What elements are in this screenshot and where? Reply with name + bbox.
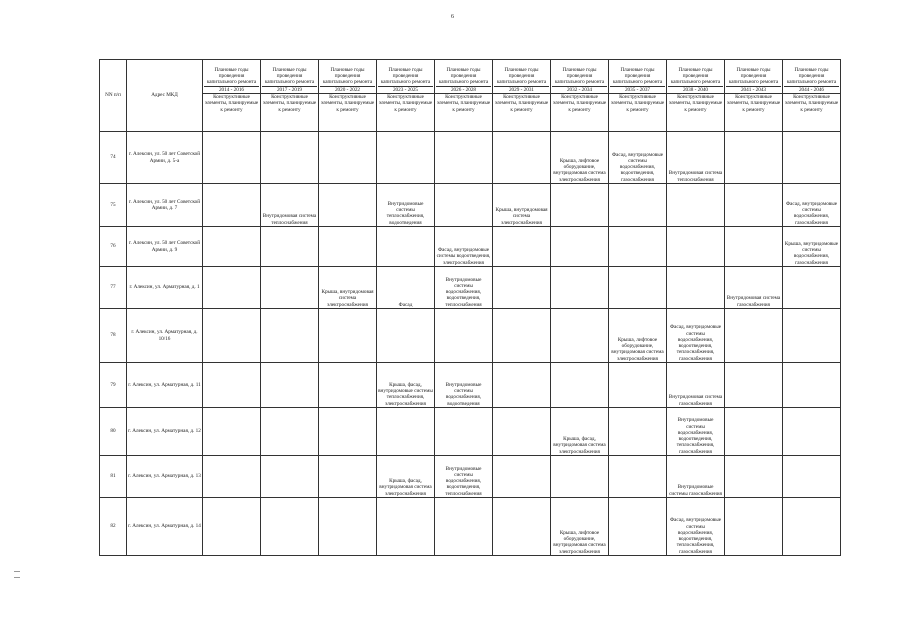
row-address: г. Алексин, ул. Арматурная, д. 13 xyxy=(127,456,203,498)
table-row xyxy=(100,184,841,227)
table-row xyxy=(100,456,841,498)
table-row xyxy=(100,267,841,309)
header-elements: Конструктивные элементы, планируемые к ремонту xyxy=(493,94,551,132)
header-period xyxy=(609,60,667,94)
repair-elements-cell: Крыша, внутридомовая система электроснабжения xyxy=(493,184,551,227)
repair-elements-cell xyxy=(725,132,783,184)
period-label: Плановые годы проведения капитального ремонта xyxy=(436,67,491,87)
row-address: г. Алексин, ул. 50 лет Советской Армии, д. 9 xyxy=(127,227,203,267)
table-row xyxy=(100,498,841,556)
period-label: Плановые годы проведения капитального ремонта xyxy=(378,67,433,87)
period-years: 2014 - 2016 xyxy=(218,86,245,93)
period-label: Плановые годы проведения капитального ремонта xyxy=(552,67,607,87)
repair-elements-cell: Крыша, внутридомовая система электроснабжения xyxy=(319,267,377,309)
period-years: 2026 - 2028 xyxy=(450,86,477,93)
repair-elements-cell xyxy=(725,227,783,267)
repair-elements-cell: Крыша, лифтовое оборудование, внутридомовая система электроснабжения xyxy=(609,309,667,363)
repair-elements-cell xyxy=(203,456,261,498)
repair-elements-cell xyxy=(377,309,435,363)
period-label: Плановые годы проведения капитального ремонта xyxy=(204,67,259,87)
repair-elements-cell xyxy=(435,132,493,184)
repair-elements-cell xyxy=(609,498,667,556)
row-address: г. Алексин, ул. Арматурная, д. 1 xyxy=(127,267,203,309)
repair-elements-cell xyxy=(783,309,841,363)
header-elements: Конструктивные элементы, планируемые к ремонту xyxy=(203,94,261,132)
repair-elements-cell xyxy=(493,456,551,498)
capital-repair-schedule-table xyxy=(99,59,841,556)
repair-elements-cell xyxy=(203,227,261,267)
period-years: 2017 - 2019 xyxy=(276,86,303,93)
repair-elements-cell xyxy=(783,363,841,408)
repair-elements-cell xyxy=(609,456,667,498)
repair-elements-cell: Внутридомовая система газоснабжения xyxy=(667,363,725,408)
header-period xyxy=(667,60,725,94)
repair-elements-cell xyxy=(261,498,319,556)
repair-elements-cell xyxy=(319,184,377,227)
repair-elements-cell xyxy=(551,456,609,498)
repair-elements-cell xyxy=(435,498,493,556)
period-years: 2035 - 2037 xyxy=(624,86,651,93)
repair-elements-cell xyxy=(203,408,261,456)
repair-elements-cell xyxy=(319,227,377,267)
period-label: Плановые годы проведения капитального ремонта xyxy=(320,67,375,87)
period-years: 2032 - 2034 xyxy=(566,86,593,93)
row-address: г. Алексин, ул. 50 лет Советской Армии, д. 5-а xyxy=(127,132,203,184)
row-number: 82 xyxy=(100,498,127,556)
repair-elements-cell xyxy=(261,267,319,309)
row-number: 80 xyxy=(100,408,127,456)
repair-elements-cell xyxy=(551,309,609,363)
repair-elements-cell xyxy=(783,456,841,498)
header-elements: Конструктивные элементы, планируемые к ремонту xyxy=(261,94,319,132)
repair-elements-cell xyxy=(667,184,725,227)
row-number: 76 xyxy=(100,227,127,267)
repair-elements-cell xyxy=(319,456,377,498)
repair-elements-cell: Крыша, фасад, внутридомовая система электроснабжения xyxy=(377,456,435,498)
table-row xyxy=(100,363,841,408)
header-elements: Конструктивные элементы, планируемые к ремонту xyxy=(609,94,667,132)
row-number: 75 xyxy=(100,184,127,227)
row-address: г. Алексин, ул. Арматурная, д. 14 xyxy=(127,498,203,556)
table-row xyxy=(100,408,841,456)
row-number: 78 xyxy=(100,309,127,363)
period-label: Плановые годы проведения капитального ремонта xyxy=(784,67,839,87)
table-row xyxy=(100,227,841,267)
repair-elements-cell xyxy=(609,267,667,309)
period-years: 2020 - 2022 xyxy=(334,86,361,93)
repair-elements-cell xyxy=(667,227,725,267)
repair-elements-cell: Внутридомовая система теплоснабжения xyxy=(261,184,319,227)
repair-elements-cell xyxy=(493,363,551,408)
header-elements: Конструктивные элементы, планируемые к ремонту xyxy=(783,94,841,132)
header-elements: Конструктивные элементы, планируемые к ремонту xyxy=(551,94,609,132)
table-row xyxy=(100,132,841,184)
repair-elements-cell xyxy=(261,363,319,408)
repair-elements-cell xyxy=(435,309,493,363)
repair-elements-cell xyxy=(551,184,609,227)
repair-elements-cell: Внутридомовые системы газоснабжения xyxy=(667,456,725,498)
header-period xyxy=(203,60,261,94)
header-period xyxy=(725,60,783,94)
repair-elements-cell xyxy=(725,408,783,456)
repair-elements-cell xyxy=(609,408,667,456)
repair-elements-cell xyxy=(261,132,319,184)
repair-elements-cell xyxy=(609,184,667,227)
repair-elements-cell xyxy=(725,184,783,227)
repair-elements-cell xyxy=(435,184,493,227)
repair-elements-cell xyxy=(783,267,841,309)
repair-elements-cell xyxy=(319,498,377,556)
repair-elements-cell xyxy=(377,132,435,184)
repair-elements-cell: Фасад, внутридомовые системы водоотведения, электроснабжения xyxy=(435,227,493,267)
repair-elements-cell xyxy=(377,408,435,456)
repair-elements-cell xyxy=(725,456,783,498)
repair-elements-cell xyxy=(493,227,551,267)
repair-elements-cell xyxy=(493,132,551,184)
row-address: г. Алексин, ул. 50 лет Советской Армии, д. 7 xyxy=(127,184,203,227)
repair-elements-cell xyxy=(493,498,551,556)
repair-elements-cell: Внутридомовые системы водоснабжения, водоотведения, теплоснабжения xyxy=(435,456,493,498)
header-elements: Конструктивные элементы, планируемые к ремонту xyxy=(319,94,377,132)
header-elements: Конструктивные элементы, планируемые к ремонту xyxy=(725,94,783,132)
scan-margin-mark xyxy=(14,577,20,578)
header-period xyxy=(377,60,435,94)
repair-elements-cell xyxy=(377,227,435,267)
period-label: Плановые годы проведения капитального ремонта xyxy=(494,67,549,87)
header-period xyxy=(261,60,319,94)
repair-elements-cell xyxy=(609,363,667,408)
repair-elements-cell xyxy=(261,456,319,498)
row-address: г. Алексин, ул. Арматурная, д. 12 xyxy=(127,408,203,456)
period-label: Плановые годы проведения капитального ремонта xyxy=(610,67,665,87)
repair-elements-cell: Фасад, внутридомовые системы водоснабжения, газоснабжения xyxy=(783,184,841,227)
repair-elements-cell: Крыша, внутридомовые системы водоснабжения, газоснабжения xyxy=(783,227,841,267)
repair-elements-cell xyxy=(493,408,551,456)
repair-elements-cell xyxy=(203,498,261,556)
repair-elements-cell xyxy=(319,309,377,363)
repair-elements-cell xyxy=(203,267,261,309)
header-elements: Конструктивные элементы, планируемые к ремонту xyxy=(377,94,435,132)
repair-elements-cell xyxy=(203,309,261,363)
header-period xyxy=(493,60,551,94)
header-period xyxy=(319,60,377,94)
repair-elements-cell: Фасад, внутридомовые системы водоснабжения, водоотведения, газоснабжения xyxy=(609,132,667,184)
repair-elements-cell xyxy=(493,309,551,363)
repair-elements-cell xyxy=(551,227,609,267)
repair-elements-cell xyxy=(783,408,841,456)
period-years: 2038 - 2040 xyxy=(682,86,709,93)
scan-margin-mark xyxy=(14,571,20,572)
repair-elements-cell xyxy=(551,363,609,408)
row-number: 74 xyxy=(100,132,127,184)
repair-elements-cell: Внутридомовые системы водоснабжения, водоотведения, теплоснабжения xyxy=(435,267,493,309)
period-years: 2029 - 2031 xyxy=(508,86,535,93)
repair-elements-cell xyxy=(203,184,261,227)
row-number: 77 xyxy=(100,267,127,309)
period-years: 2044 - 2046 xyxy=(798,86,825,93)
repair-elements-cell xyxy=(667,267,725,309)
repair-elements-cell xyxy=(725,363,783,408)
page-number: 6 xyxy=(451,14,454,20)
repair-elements-cell xyxy=(203,363,261,408)
repair-elements-cell xyxy=(261,408,319,456)
repair-elements-cell xyxy=(261,227,319,267)
repair-elements-cell: Фасад xyxy=(377,267,435,309)
repair-elements-cell xyxy=(377,498,435,556)
table-header xyxy=(100,60,841,132)
repair-elements-cell xyxy=(319,132,377,184)
table-row xyxy=(100,309,841,363)
table-body xyxy=(100,132,841,556)
repair-elements-cell: Внутридомовые системы водоснабжения, водоотведения, теплоснабжения, газоснабжения xyxy=(667,408,725,456)
repair-elements-cell xyxy=(783,498,841,556)
repair-elements-cell: Внутридомовые системы теплоснабжения, водоотведения xyxy=(377,184,435,227)
repair-elements-cell xyxy=(725,309,783,363)
repair-elements-cell xyxy=(203,132,261,184)
period-years: 2023 - 2025 xyxy=(392,86,419,93)
header-period xyxy=(551,60,609,94)
header-number: NN п/п xyxy=(100,60,127,132)
repair-elements-cell xyxy=(551,267,609,309)
repair-elements-cell xyxy=(435,408,493,456)
header-elements: Конструктивные элементы, планируемые к ремонту xyxy=(667,94,725,132)
period-years: 2041 - 2043 xyxy=(740,86,767,93)
row-number: 81 xyxy=(100,456,127,498)
repair-elements-cell: Крыша, фасад, внутридомовые системы теплоснабжения, электроснабжения xyxy=(377,363,435,408)
row-address: г. Алексин, ул. Арматурная, д. 10/16 xyxy=(127,309,203,363)
header-period xyxy=(435,60,493,94)
row-address: г. Алексин, ул. Арматурная, д. 11 xyxy=(127,363,203,408)
repair-elements-cell: Крыша, лифтовое оборудование, внутридомовая система электроснабжения xyxy=(551,498,609,556)
repair-elements-cell xyxy=(725,498,783,556)
repair-elements-cell xyxy=(609,227,667,267)
repair-elements-cell xyxy=(783,132,841,184)
period-label: Плановые годы проведения капитального ремонта xyxy=(262,67,317,87)
period-label: Плановые годы проведения капитального ремонта xyxy=(668,67,723,87)
repair-elements-cell: Внутридомовая система теплоснабжения xyxy=(667,132,725,184)
repair-elements-cell: Фасад, внутридомовые системы водоснабжения, водоотведения, теплоснабжения, газоснабжения xyxy=(667,309,725,363)
repair-elements-cell: Внутридомовые системы водоснабжения, водоотведения xyxy=(435,363,493,408)
repair-elements-cell: Крыша, лифтовое оборудование, внутридомовая система электроснабжения xyxy=(551,132,609,184)
repair-elements-cell: Фасад, внутридомовые системы водоснабжения, водоотведения, теплоснабжения, газоснабжения xyxy=(667,498,725,556)
header-address: Адрес МКД xyxy=(127,60,203,132)
header-period xyxy=(783,60,841,94)
repair-elements-cell: Внутридомовая система газоснабжения xyxy=(725,267,783,309)
row-number: 79 xyxy=(100,363,127,408)
repair-elements-cell xyxy=(261,309,319,363)
repair-elements-cell xyxy=(493,267,551,309)
header-elements: Конструктивные элементы, планируемые к ремонту xyxy=(435,94,493,132)
repair-elements-cell xyxy=(319,363,377,408)
repair-elements-cell xyxy=(319,408,377,456)
period-label: Плановые годы проведения капитального ремонта xyxy=(726,67,781,87)
repair-elements-cell: Крыша, фасад, внутридомовая система электроснабжения xyxy=(551,408,609,456)
